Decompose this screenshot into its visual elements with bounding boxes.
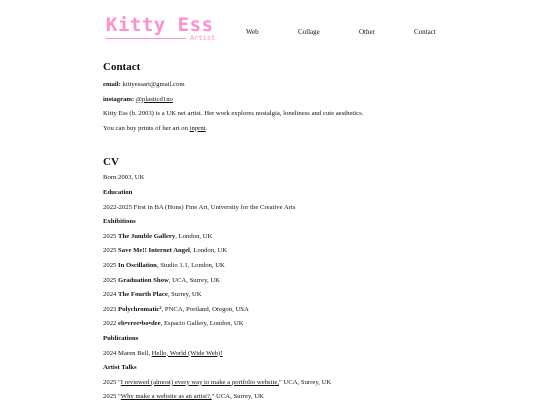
prints-prefix: You can buy prints of her art on	[103, 124, 188, 132]
exhibition-detail: , PNCA, Portland, Oregon, USA	[161, 305, 249, 313]
exhibition-year: 2025	[103, 232, 117, 240]
exhibition-year: 2025	[103, 247, 117, 255]
exhibition-item	[103, 303, 433, 318]
talks-heading: Artist Talks	[103, 364, 137, 372]
exhibition-title: In Oscillation	[118, 261, 157, 269]
instagram-label: instagram:	[103, 95, 135, 103]
email-label: email:	[103, 81, 121, 88]
publications-heading: Publications	[103, 334, 139, 342]
exhibition-item	[103, 274, 433, 289]
exhibition-title: Polychromatic²	[118, 305, 162, 313]
main-content	[103, 60, 433, 405]
exhibition-item	[103, 288, 433, 303]
education-entry: 2022-2025 First in BA (Hons) Fine Art, University for the Creative Arts	[103, 203, 296, 211]
exhibition-detail: , London, UK	[189, 247, 228, 255]
exhibition-title: eh•vree•bo•dee	[118, 320, 161, 328]
publication-item	[103, 347, 433, 362]
talk-link[interactable]: Why make a website as an artist?,	[120, 393, 212, 401]
contact-heading: Contact	[103, 61, 141, 73]
exhibition-detail: , Surrey, UK	[167, 291, 202, 299]
talk-year: 2025	[103, 378, 117, 386]
publication-link[interactable]: Hello, World (Wide Web)!	[151, 349, 223, 357]
exhibition-year: 2023	[103, 305, 117, 313]
site-header	[0, 0, 540, 56]
exhibition-detail: , Espacio Gallery, London, UK	[160, 320, 244, 328]
exhibition-item	[103, 259, 433, 274]
exhibition-detail: , UCA, Surrey, UK	[168, 276, 220, 284]
prints-line	[103, 122, 433, 137]
exhibition-detail: , Studio 1.1, London, UK	[156, 261, 225, 269]
site-logo[interactable]	[106, 14, 216, 46]
exhibition-detail: , London, UK	[175, 232, 213, 240]
talk-item: 2025 "I reviewed (almost) every way to make a portfolio website," UCA, Surrey, UK	[103, 378, 332, 386]
exhibition-title: The Jumble Gallery	[118, 232, 176, 240]
talk-link[interactable]: I reviewed (almost) every way to make a portfolio website,	[120, 378, 279, 386]
nav-collage[interactable]: Collage	[298, 28, 320, 36]
exhibition-item	[103, 230, 433, 245]
born-line: Born 2003, UK	[103, 174, 145, 182]
exhibition-year: 2022	[103, 320, 117, 328]
exhibitions-heading: Exhibitions	[103, 218, 136, 226]
exhibition-year: 2025	[103, 261, 117, 269]
exhibition-title: The Fourth Place	[118, 291, 168, 299]
nav-other[interactable]: Other	[359, 28, 375, 36]
education-heading: Education	[103, 188, 133, 196]
publication-prefix: 2024 Maren Bell,	[103, 349, 150, 357]
exhibition-title: Save Me!! Internet Angel	[118, 247, 190, 255]
prints-suffix: .	[205, 124, 208, 132]
exhibition-year: 2024	[103, 291, 117, 299]
email-line	[103, 78, 433, 93]
exhibition-item	[103, 244, 433, 259]
cv-heading: CV	[103, 156, 119, 169]
instagram-link[interactable]: @plasticd1no	[135, 95, 173, 103]
exhibition-title: Graduation Show	[118, 276, 169, 284]
inprnt-link[interactable]: inprnt	[189, 124, 206, 132]
logo-subtitle: Artist	[190, 34, 216, 42]
exhibition-item	[103, 317, 433, 332]
nav-contact[interactable]: Contact	[414, 28, 436, 36]
nav-web[interactable]: Web	[246, 28, 259, 36]
talk-detail: UCA, Surrey, UK	[214, 393, 264, 401]
logo-underline	[106, 38, 186, 39]
email-value: kittyessart@gmail.com	[122, 81, 185, 88]
talk-year: 2025	[103, 393, 117, 401]
instagram-line	[103, 93, 433, 108]
talk-detail: UCA, Surrey, UK	[281, 378, 332, 386]
bio-text: Kitty Ess (b. 2003) is a UK net artist. Her work explores nostalgia, loneliness and cute aesthetics.	[103, 110, 364, 118]
talk-item: 2025 "Why make a website as an artist?," UCA, Surrey, UK	[103, 393, 264, 401]
logo-title: Kitty Ess	[106, 14, 214, 36]
exhibition-year: 2025	[103, 276, 117, 284]
